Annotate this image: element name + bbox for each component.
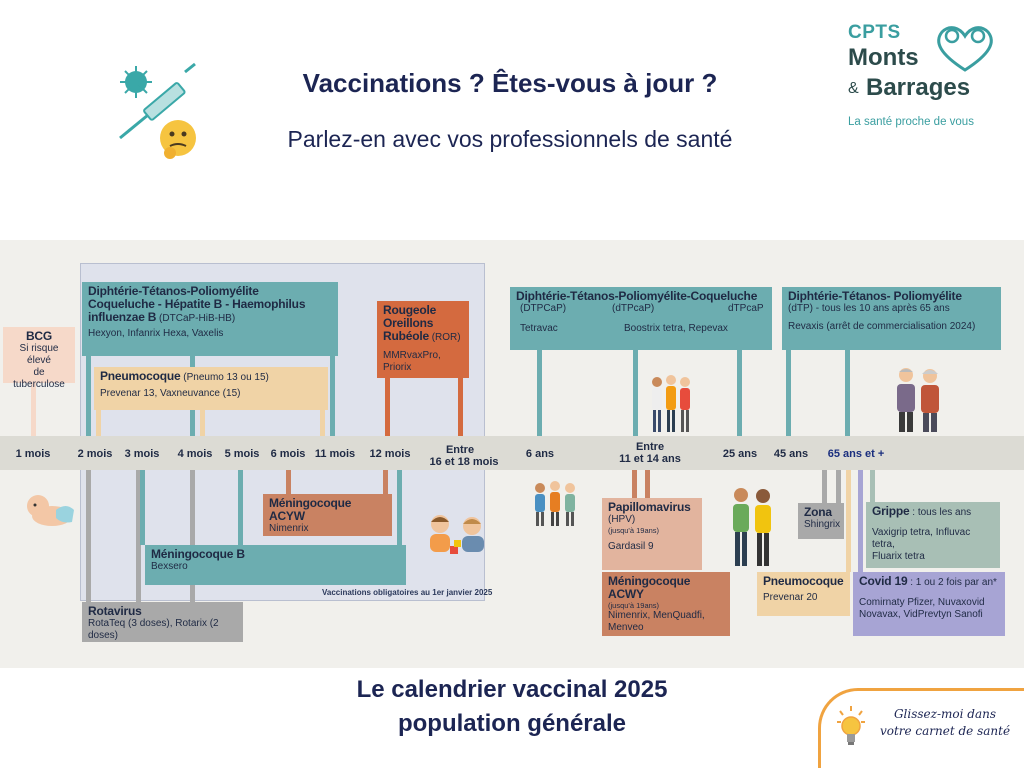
dtcap-box: Diphtérie-Tétanos-Poliomyélite Coqueluche - Hépatite B - Haemophilus influenzae B (DTCaP-HiB-HB) Hexyon, Infanrix Hexa, Vaxelis — [82, 282, 338, 356]
tick-3-mois: 3 mois — [124, 448, 160, 460]
carnet-note-line2: votre carnet de santé — [879, 724, 1011, 738]
connector — [845, 350, 850, 436]
connector — [385, 378, 390, 436]
connector — [383, 470, 388, 494]
tick-1-mois: 1 mois — [15, 448, 51, 460]
page-subtitle: Parlez-en avec vos professionnels de santé — [287, 126, 733, 152]
ror-box: Rougeole Oreillons Rubéole (ROR) MMRvaxPro, Priorix — [377, 301, 469, 378]
logo-monts: Monts — [848, 44, 919, 71]
connector — [633, 350, 638, 436]
carnet-note-line1: Glissez-moi dans — [893, 707, 997, 721]
connector — [822, 470, 827, 503]
connector — [870, 470, 875, 502]
zona-box: Zona Shingrix — [798, 503, 844, 539]
children-illustration — [530, 480, 580, 528]
logo-ampersand: & — [848, 80, 859, 97]
bcg-box: BCG Si risque élevé de tuberculose — [3, 327, 75, 383]
tick-65-ans: 65 ans et + — [827, 448, 885, 460]
covid-box: Covid 19 : 1 ou 2 fois par an* Comirnaty Pfizer, Nuvaxovid Novavax, VidPrevtyn Sanofi — [853, 572, 1005, 636]
logo-barrages: Barrages — [866, 74, 971, 101]
rotavirus-box: Rotavirus RotaTeq (3 doses), Rotarix (2 doses) — [82, 602, 243, 642]
tick-entre-2: Entre — [635, 441, 665, 453]
connector — [86, 470, 91, 602]
mandatory-note: Vaccinations obligatoires au 1er janvier 2025 — [322, 588, 493, 597]
carnet-note — [865, 706, 1024, 740]
dtp-adult-box: Diphtérie-Tétanos- Poliomyélite (dTP) - tous les 10 ans après 65 ans Revaxis (arrêt de commercialisation 2024) — [782, 287, 1001, 350]
baby-illustration — [22, 488, 80, 528]
calendar-title-line2: population générale — [397, 710, 627, 737]
connector — [846, 470, 851, 572]
connector — [200, 410, 205, 436]
connector — [96, 410, 101, 436]
page-title: Vaccinations ? Êtes-vous à jour ? — [302, 68, 718, 98]
heart-logo-icon — [930, 18, 1000, 74]
meningocoque-acyw-infant-box: Méningocoque ACYW Nimenrix — [263, 494, 392, 536]
grippe-box: Grippe : tous les ans Vaxigrip tetra, Influvac tetra, Fluarix tetra — [866, 502, 1000, 568]
connector — [320, 410, 325, 436]
hpv-box: Papillomavirus (HPV) (jusqu'à 19ans) Gardasil 9 — [602, 498, 702, 570]
tick-6-ans: 6 ans — [525, 448, 555, 460]
tick-entre-1: Entre — [445, 444, 475, 456]
connector — [458, 378, 463, 436]
tick-5-mois: 5 mois — [224, 448, 260, 460]
connector — [632, 470, 637, 498]
tick-11-14-ans: 11 et 14 ans — [619, 453, 681, 465]
connector — [140, 470, 145, 545]
logo-tagline: La santé proche de vous — [848, 116, 974, 128]
pneumocoque-infant-box: Pneumocoque (Pneumo 13 ou 15) Prevenar 13, Vaxneuvance (15) — [94, 367, 328, 410]
connector — [737, 350, 742, 436]
connector — [238, 470, 243, 545]
tick-25-ans: 25 ans — [722, 448, 758, 460]
connector — [858, 470, 863, 572]
tick-6-mois: 6 mois — [270, 448, 306, 460]
tick-2-mois: 2 mois — [77, 448, 113, 460]
adults-illustration — [728, 486, 776, 568]
tick-11-mois: 11 mois — [314, 448, 356, 460]
dtpca-child-box: Diphtérie-Tétanos-Poliomyélite-Coqueluche (DTPCaP) (dTPcaP) dTPcaP Tetravac Boostrix tetra, Repevax — [510, 287, 772, 350]
calendar-title — [262, 673, 762, 741]
calendar-title-line1: Le calendrier vaccinal 2025 — [356, 676, 668, 703]
logo-cpts: CPTS — [848, 22, 901, 43]
tick-4-mois: 4 mois — [177, 448, 213, 460]
connector — [786, 350, 791, 436]
toddlers-illustration — [422, 510, 492, 558]
connector — [537, 350, 542, 436]
lightbulb-icon — [836, 704, 866, 750]
connector — [836, 470, 841, 503]
teens-illustration — [648, 374, 694, 434]
connector — [645, 470, 650, 498]
pneumocoque-adult-box: Pneumocoque Prevenar 20 — [757, 572, 850, 616]
seniors-illustration — [892, 366, 944, 434]
tick-16-18-mois: 16 et 18 mois — [429, 456, 499, 468]
tick-12-mois: 12 mois — [369, 448, 411, 460]
meningocoque-b-box: Méningocoque B Bexsero — [145, 545, 406, 585]
connector — [286, 470, 291, 494]
connector — [397, 470, 402, 545]
meningocoque-acwy-teen-box: Méningocoque ACWY (jusqu'à 19ans) Nimenrix, MenQuadfi, Menveo — [602, 572, 730, 636]
tick-45-ans: 45 ans — [773, 448, 809, 460]
